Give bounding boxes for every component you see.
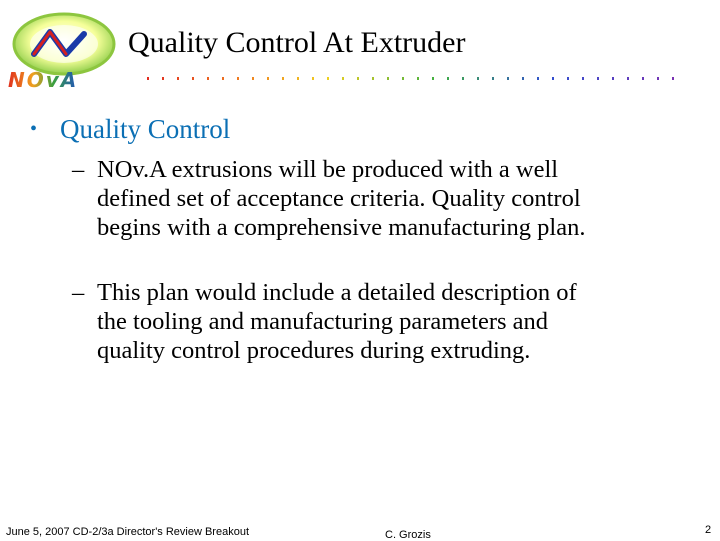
sub-bullet-1 [72, 155, 586, 242]
bullet-heading-text: Quality Control [60, 114, 231, 144]
sub-bullet-2 [72, 278, 577, 365]
footer-page-number: 2 [705, 524, 712, 536]
nova-logo [4, 10, 122, 92]
slide-title: Quality Control At Extruder [128, 26, 466, 59]
title-rainbow-rule [134, 75, 684, 82]
footer-author: C. Grozis [385, 529, 431, 541]
bullet-symbol: • [30, 118, 38, 140]
footer-event: June 5, 2007 CD-2/3a Director's Review Breakout [6, 526, 249, 538]
sub-bullet-line: NOv.A extrusions will be produced with a well [97, 156, 559, 183]
sub-bullet-line: defined set of acceptance criteria. Quality control [97, 185, 581, 212]
sub-bullet-line: the tooling and manufacturing parameters and [97, 308, 549, 335]
sub-bullet-line: quality control procedures during extruding. [97, 337, 531, 364]
logo-wordmark: NOvA [8, 68, 79, 92]
sub-bullet-line: begins with a comprehensive manufacturing plan. [97, 214, 586, 241]
sub-bullet-dash: – [72, 279, 85, 306]
bullet-heading [30, 114, 230, 145]
sub-bullet-line: This plan would include a detailed description of [97, 279, 577, 306]
sub-bullet-dash: – [72, 156, 85, 183]
